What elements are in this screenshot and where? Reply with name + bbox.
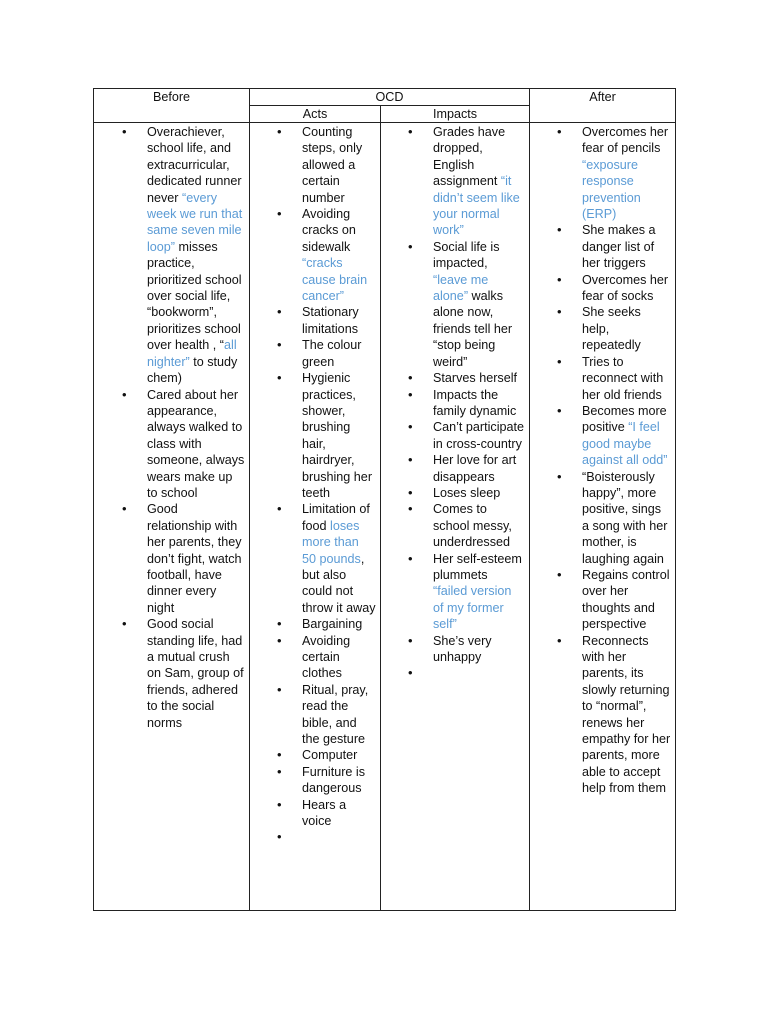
item-text: Furniture is dangerous [302,764,365,796]
item-text: Overachiever, school life, and extracurricular, dedicated runner never [147,125,242,205]
item-text: Computer [302,748,358,763]
item-text: , but also could not throw it away [302,551,376,615]
item-text: Ritual, pray, read the bible, and the gesture [302,682,369,747]
after-cell [530,123,676,911]
header-row-top [94,89,676,106]
list-item [250,682,376,748]
item-text: She makes a danger list of her triggers [582,223,656,271]
item-text: Comes to school messy, underdressed [433,502,512,550]
content-row [94,123,676,911]
list-item [381,633,525,666]
impacts-cell [381,123,530,911]
quote-text: “exposure response prevention (ERP) [582,157,641,222]
acts-list [250,123,380,850]
item-text: Cared about her appearance, always walked to class with someone, always wears make up to school [147,387,245,500]
item-text: Limitation of food [302,502,370,533]
quote-text: all nighter” [147,338,237,369]
item-text: Good relationship with her parents, they don’t fight, watch football, have dinner every night [147,502,242,615]
list-item [381,452,525,485]
item-text: to study chem) [147,354,238,386]
header-before: Before [94,89,250,123]
item-text: misses practice, prioritized school over social life, “bookworm”, prioritizes school over health , “ [147,239,242,353]
item-text: walks alone now, friends tell her “stop being weird” [433,289,513,369]
item-text: Grades have dropped, English assignment [433,125,506,189]
quote-text: “every week we run that same seven mile loop” [147,190,243,254]
list-item [381,485,525,501]
acts-cell [250,123,381,911]
item-text: Good social standing life, had a mutual crush on Sam, group of friends, adhered to the social norms [147,617,244,730]
list-item [250,501,376,616]
ocd-comparison-table [93,88,676,911]
list-item [381,665,525,681]
item-text: Becomes more positive [582,403,667,435]
list-item [530,354,671,403]
list-item [381,387,525,420]
list-item [530,567,671,633]
list-item [530,403,671,469]
item-text: Avoiding cracks on sidewalk [302,207,356,254]
quote-text: “I feel good maybe against all odd” [582,420,668,468]
item-text: Hears a voice [302,797,347,829]
list-item [94,501,245,616]
after-list [530,123,675,801]
item-text: Bargaining [302,617,363,632]
item-text: Loses sleep [433,485,501,500]
list-item [530,304,671,353]
list-item [250,797,376,830]
item-text: Stationary limitations [302,305,359,336]
list-item [94,124,245,387]
item-text: She seeks help, repeatedly [582,305,641,353]
item-text: Her love for art disappears [433,453,517,484]
list-item [381,419,525,452]
list-item [381,239,525,370]
item-text: Regains control over her thoughts and perspective [582,567,670,632]
quote-text: “failed version of my former self” [433,584,512,632]
item-text: Impacts the family dynamic [433,387,517,418]
item-text: The colour green [302,338,362,369]
list-item [530,633,671,797]
list-item [530,222,671,271]
list-item [250,304,376,337]
item-text: Starves herself [433,371,517,386]
list-item [250,616,376,632]
list-item [530,124,671,222]
list-item [250,337,376,370]
quote-text: “cracks cause brain cancer” [302,256,368,304]
item-text: Her self-esteem plummets [433,551,522,582]
list-item [94,387,245,502]
header-ocd: OCD [250,89,530,106]
item-text: Counting steps, only allowed a certain number [302,125,363,205]
impacts-list [381,123,529,686]
list-item [250,124,376,206]
quote-text: “it didn’t seem like your normal work” [433,174,520,238]
list-item [250,747,376,763]
list-item [250,206,376,304]
list-item [530,272,671,305]
item-text: Overcomes her fear of pencils [582,125,669,156]
header-after: After [530,89,676,123]
quote-text: “leave me alone” [433,272,489,304]
list-item [381,551,525,633]
item-text: Reconnects with her parents, its slowly returning to “normal”, renews her empathy for her parents, more able to accept help from them [582,633,671,796]
list-item [250,633,376,682]
list-item [381,370,525,386]
header-impacts: Impacts [381,106,530,123]
list-item [381,124,525,239]
list-item [94,616,245,731]
header-acts: Acts [250,106,381,123]
item-text: “Boisterously happy”, more positive, sings a song with her mother, is laughing again [582,469,668,566]
list-item [250,829,376,845]
list-item [250,764,376,797]
item-text: Social life is impacted, [433,239,500,271]
item-text: Can’t participate in cross-country [433,420,525,451]
item-text: Tries to reconnect with her old friends [582,354,664,402]
list-item [381,501,525,550]
list-item [530,469,671,567]
item-text: Avoiding certain clothes [302,633,351,681]
list-item [250,370,376,501]
item-text: Overcomes her fear of socks [582,272,669,304]
item-text: Hygienic practices, shower, brushing hair, hairdryer, brushing her teeth [302,371,373,500]
before-cell [94,123,250,911]
before-list [94,123,249,735]
quote-text: loses more than 50 pounds [302,518,361,566]
item-text: She’s very unhappy [433,633,492,664]
